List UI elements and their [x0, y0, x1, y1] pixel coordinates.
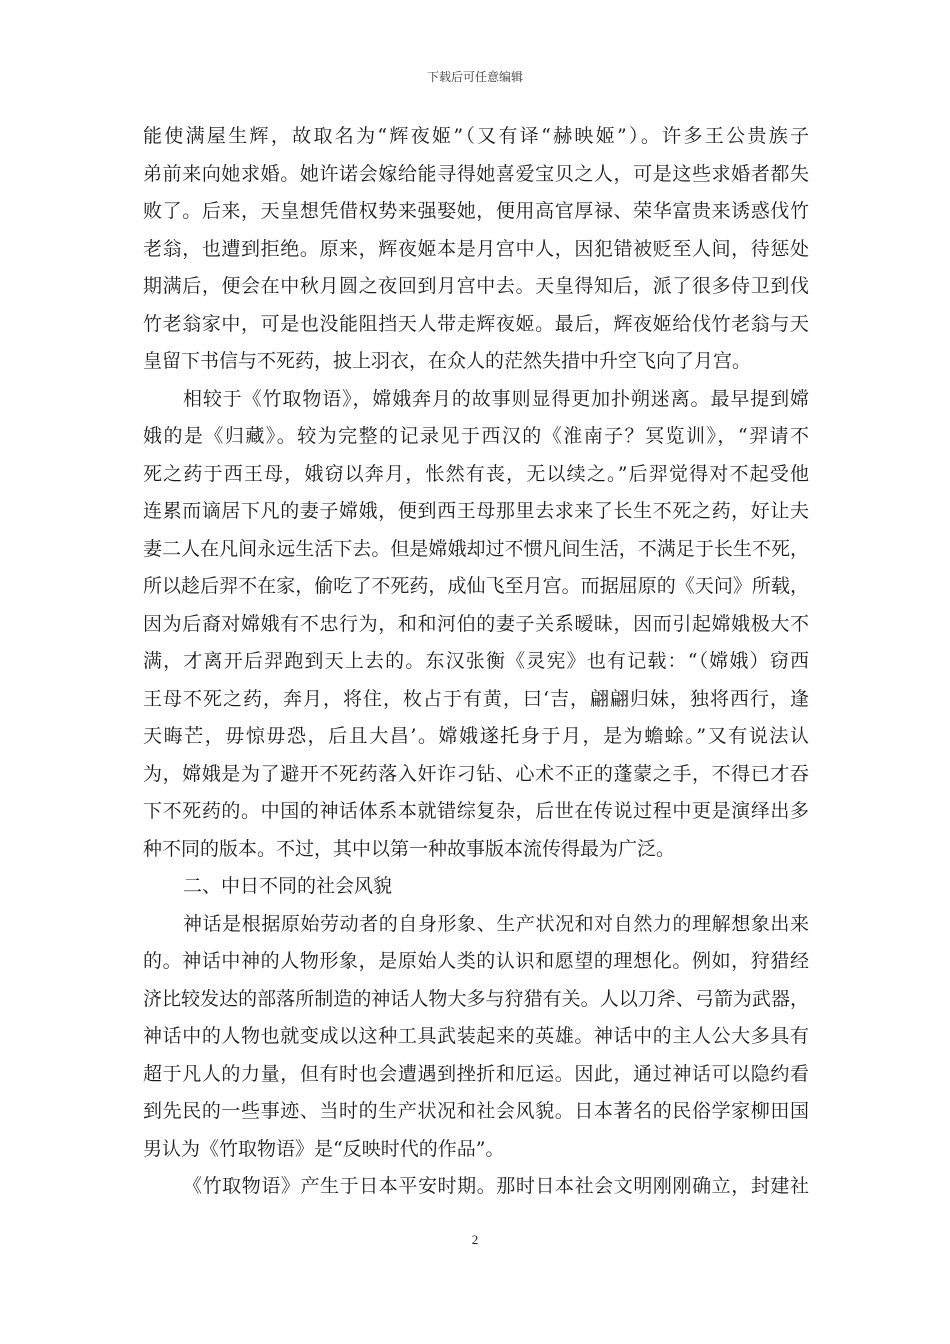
- paragraph-first-line: 神话是根据原始劳动者的自身形象、生产状况和对自然力的理解想象出来: [183, 912, 809, 935]
- text-line: 妻二人在凡间永远生活下去。但是嫦娥却过不惯凡间生活，不满足于长生不死，: [143, 537, 809, 560]
- text-line: 能使满屋生辉，故取名为“辉夜姬”（又有译“赫映姬”）。许多王公贵族子: [143, 125, 809, 147]
- body-text: [143, 118, 809, 1206]
- paragraph-first-line: 相较于《竹取物语》，嫦娥奔月的故事则显得更加扑朔迷离。最早提到嫦: [183, 387, 809, 410]
- text-line: 连累而谪居下凡的妻子嫦娥，便到西王母那里去求来了长生不死之药，好让夫: [143, 500, 809, 522]
- text-line: 到先民的一些事迹、当时的生产状况和社会风貌。日本著名的民俗学家柳田国: [143, 1100, 809, 1122]
- page-number: 2: [471, 1232, 479, 1247]
- text-line: 为，嫦娥是为了避开不死药落入奸诈刁钻、心术不正的蓬蒙之手，不得已才吞: [143, 762, 809, 785]
- text-line: 期满后，便会在中秋月圆之夜回到月宫中去。天皇得知后，派了很多侍卫到伐: [143, 275, 809, 297]
- text-line: 因为后裔对嫦娥有不忠行为，和和河伯的妻子关系暧昧，因而引起嫦娥极大不: [143, 612, 809, 635]
- text-line: 天晦芒，毋惊毋恐，后且大昌’。嫦娥遂托身于月，是为蟾蜍。”又有说法认: [143, 725, 809, 747]
- text-line: 超于凡人的力量，但有时也会遭遇到挫折和厄运。因此，通过神话可以隐约看: [143, 1062, 809, 1085]
- text-line: 的。神话中神的人物形象，是原始人类的认识和愿望的理想化。例如，狩猎经: [143, 950, 809, 972]
- text-line: 种不同的版本。不过，其中以第一种故事版本流传得最为广泛。: [143, 837, 676, 860]
- text-line: 下不死药的。中国的神话体系本就错综复杂，后世在传说过程中更是演绎出多: [143, 800, 809, 822]
- text-line: 济比较发达的部落所制造的神话人物大多与狩猎有关。人以刀斧、弓箭为武器，: [143, 987, 809, 1010]
- text-line: 死之药于西王母，娥窃以奔月，怅然有丧，无以续之。”后羿觉得对不起受他: [143, 462, 809, 485]
- text-line: 败了。后来，天皇想凭借权势来强娶她，便用高官厚禄、荣华富贵来诱惑伐竹: [143, 200, 809, 222]
- page-header: 下载后可任意编辑: [426, 70, 523, 84]
- text-line: 满，才离开后羿跑到天上去的。东汉张衡《灵宪》也有记载：“（嫦娥）窃西: [143, 650, 809, 672]
- text-line: 弟前来向她求婚。她许诺会嫁给能寻得她喜爱宝贝之人，可是这些求婚者都失: [143, 162, 809, 185]
- paragraph-first-line: 《竹取物语》产生于日本平安时期。那时日本社会文明刚刚确立，封建社: [183, 1175, 809, 1197]
- text-line: 神话中的人物也就变成以这种工具武装起来的英雄。神话中的主人公大多具有: [143, 1025, 809, 1047]
- text-line: 竹老翁家中，可是也没能阻挡天人带走辉夜姬。最后，辉夜姬给伐竹老翁与天: [143, 312, 809, 335]
- text-line: 老翁，也遭到拒绝。原来，辉夜姬本是月宫中人，因犯错被贬至人间，待惩处: [143, 237, 809, 260]
- text-line: 所以趁后羿不在家，偷吃了不死药，成仙飞至月宫。而据屈原的《天问》所载，: [143, 575, 809, 597]
- text-line: 皇留下书信与不死药，披上羽衣，在众人的茫然失措中升空飞向了月宫。: [143, 350, 752, 372]
- text-line: 王母不死之药，奔月，将住，枚占于有黄，曰‘吉，翩翩归妹，独将西行，逢: [143, 687, 809, 710]
- text-line: 男认为《竹取物语》是“反映时代的作品”。: [143, 1137, 505, 1160]
- text-line: 娥的是《归藏》。较为完整的记录见于西汉的《淮南子？冥览训》，“羿请不: [143, 425, 809, 447]
- section-heading: 二、中日不同的社会风貌: [183, 875, 393, 897]
